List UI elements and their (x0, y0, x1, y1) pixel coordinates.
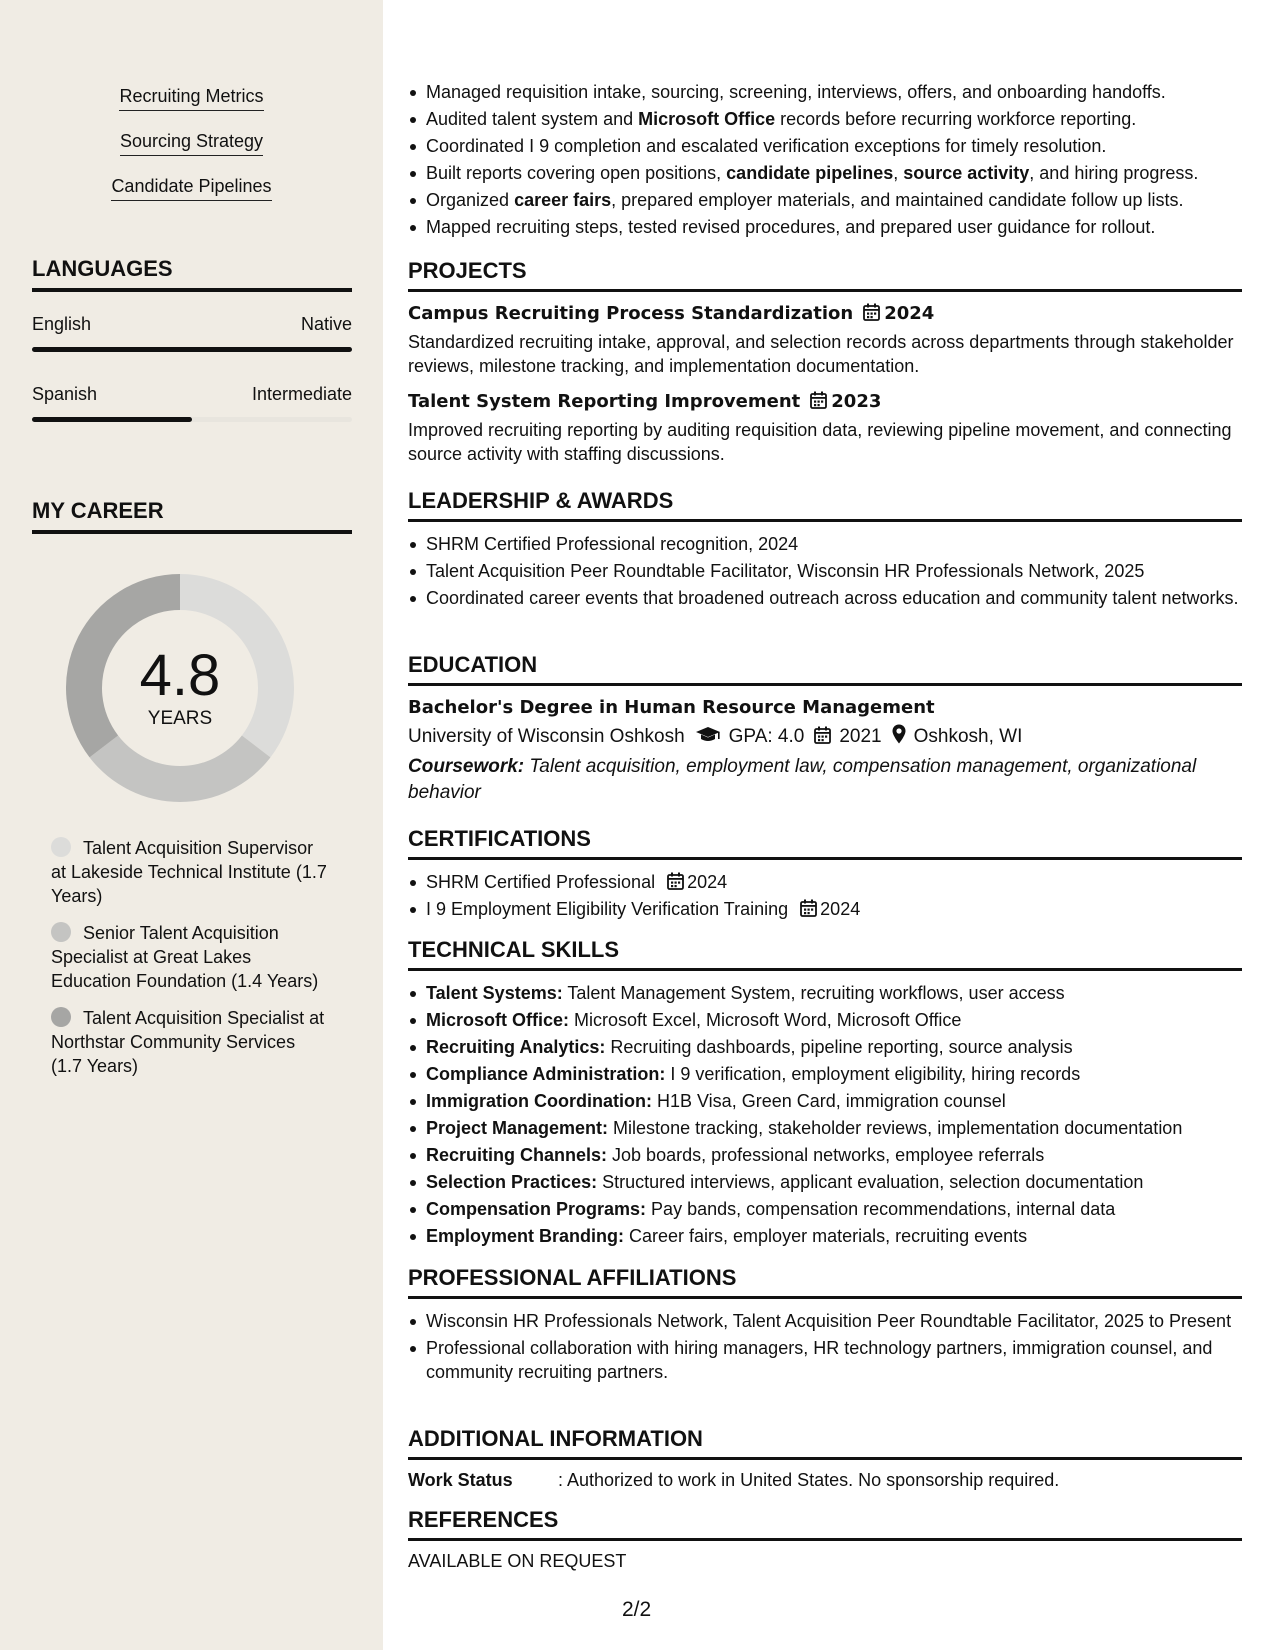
coursework-text: Talent acquisition, employment law, compensation management, organizational behavior (408, 756, 1197, 803)
graduation-year: 2021 (839, 726, 882, 747)
list-item: Coordinated career events that broadened outreach across education and community talent networks. (408, 586, 1242, 610)
skill-item (408, 1035, 1242, 1059)
skill-tag: Sourcing Strategy (120, 131, 263, 156)
skill-value: Recruiting dashboards, pipeline reporting, source analysis (605, 1037, 1073, 1057)
project-item (408, 390, 1242, 466)
skill-value: Microsoft Excel, Microsoft Word, Microsoft Office (569, 1010, 962, 1030)
bullet-text: Coordinated I 9 completion and escalated verification exceptions for timely resolution. (426, 136, 1107, 156)
language-bar-fill (32, 347, 352, 352)
project-item (408, 302, 1242, 378)
list-item: Professional collaboration with hiring managers, HR technology partners, immigration counsel, and community recruiting partners. (408, 1336, 1242, 1384)
list-item: SHRM Certified Professional recognition, 2024 (408, 532, 1242, 556)
work-status-label: Work Status (408, 1470, 513, 1490)
language-level: Native (300, 314, 352, 334)
project-year: 2023 (831, 391, 882, 412)
technical-skills-list (408, 981, 1242, 1248)
skill-item (408, 1116, 1242, 1140)
skill-value: Pay bands, compensation recommendations, internal data (646, 1199, 1116, 1219)
career-dot-icon (51, 1007, 71, 1027)
calendar-icon (863, 303, 880, 321)
section-heading: TECHNICAL SKILLS (408, 937, 1242, 971)
section-heading: PROJECTS (408, 258, 1242, 292)
language-english (32, 314, 352, 352)
additional-info-section (408, 1426, 1242, 1491)
experience-bullet (408, 107, 1242, 131)
skill-item (408, 1062, 1242, 1086)
skill-item (408, 1089, 1242, 1113)
career-item (51, 921, 331, 993)
skill-value: I 9 verification, employment eligibility, hiring records (665, 1064, 1081, 1084)
skill-value: H1B Visa, Green Card, immigration counsel (651, 1091, 1006, 1111)
bullet-text: , (893, 163, 904, 183)
experience-bullet (408, 80, 1242, 104)
career-dot-icon (51, 837, 71, 857)
education-details (408, 723, 1242, 751)
bold-keyword: candidate pipelines (726, 163, 894, 183)
skill-label: Immigration Coordination: (426, 1091, 652, 1111)
skill-value: Talent Management System, recruiting workflows, user access (562, 983, 1065, 1003)
skill-item (408, 1008, 1242, 1032)
section-heading: EDUCATION (408, 652, 1242, 686)
skill-item (408, 1197, 1242, 1221)
bullet-text: records before recurring workforce reporting. (775, 109, 1137, 129)
coursework-label: Coursework: (408, 756, 525, 777)
experience-bullet (408, 215, 1242, 239)
career-list (51, 836, 331, 1091)
skill-value: Job boards, professional networks, employee referrals (607, 1145, 1045, 1165)
skill-item (408, 1170, 1242, 1194)
coursework (408, 754, 1242, 806)
bold-keyword: career fairs (514, 190, 612, 210)
career-item-text: Talent Acquisition Specialist at Northstar Community Services (1.7 Years) (51, 1008, 325, 1076)
bullet-text: Audited talent system and (426, 109, 639, 129)
project-description: Improved recruiting reporting by auditing requisition data, reviewing pipeline movement, and connecting source activity with staffing discussions. (408, 420, 1232, 464)
bold-keyword: Microsoft Office (638, 109, 776, 129)
bullet-text: Mapped recruiting steps, tested revised procedures, and prepared user guidance for rollout. (426, 217, 1156, 237)
skill-label: Recruiting Analytics: (426, 1037, 606, 1057)
project-description: Standardized recruiting intake, approval, and selection records across departments through stakeholder reviews, milestone tracking, and implementation documentation. (408, 332, 1234, 376)
skill-label: Compensation Programs: (426, 1199, 647, 1219)
school-name: University of Wisconsin Oshkosh (408, 726, 685, 747)
gpa: GPA: 4.0 (728, 726, 805, 747)
project-year: 2024 (884, 303, 935, 324)
career-item (51, 836, 331, 908)
skill-label: Selection Practices: (426, 1172, 598, 1192)
skill-tags (0, 86, 383, 221)
language-bar-fill (32, 417, 192, 422)
graduation-cap-icon (695, 726, 721, 744)
location: Oshkosh, WI (913, 726, 1023, 747)
certifications-section (408, 826, 1242, 924)
skill-item (408, 1143, 1242, 1167)
certification-year: 2024 (820, 899, 861, 919)
leadership-section (408, 488, 1242, 613)
language-level: Intermediate (251, 384, 352, 404)
bullet-text: Managed requisition intake, sourcing, screening, interviews, offers, and onboarding handoffs. (426, 82, 1166, 102)
skill-value: Structured interviews, applicant evaluation, selection documentation (597, 1172, 1144, 1192)
calendar-icon (667, 872, 684, 890)
work-status-value: : Authorized to work in United States. No sponsorship required. (558, 1470, 1060, 1490)
references-text: AVAILABLE ON REQUEST (408, 1551, 627, 1571)
bullet-text: , prepared employer materials, and maintained candidate follow up lists. (611, 190, 1184, 210)
project-title: Campus Recruiting Process Standardization (408, 303, 854, 324)
certification-name: I 9 Employment Eligibility Verification Training (426, 899, 789, 919)
certification-year: 2024 (687, 872, 728, 892)
skill-label: Talent Systems: (426, 983, 563, 1003)
section-heading: CERTIFICATIONS (408, 826, 1242, 860)
experience-bullet (408, 134, 1242, 158)
section-heading: PROFESSIONAL AFFILIATIONS (408, 1265, 1242, 1299)
skill-item (408, 981, 1242, 1005)
bullet-text: Built reports covering open positions, (426, 163, 727, 183)
career-total (66, 574, 294, 802)
career-heading: MY CAREER (32, 498, 352, 534)
career-item-text: Senior Talent Acquisition Specialist at Great Lakes Education Foundation (1.4 Years) (51, 923, 319, 991)
skill-tag: Candidate Pipelines (111, 176, 271, 201)
experience-bullet (408, 188, 1242, 212)
skill-value: Milestone tracking, stakeholder reviews, implementation documentation (608, 1118, 1183, 1138)
language-spanish (32, 384, 352, 422)
career-dot-icon (51, 922, 71, 942)
certification-item (408, 870, 1242, 894)
bullet-text: Organized (426, 190, 515, 210)
sidebar (0, 0, 383, 1650)
career-item-text: Talent Acquisition Supervisor at Lakeside Technical Institute (1.7 Years) (51, 838, 327, 906)
career-item (51, 1006, 331, 1078)
section-heading: LEADERSHIP & AWARDS (408, 488, 1242, 522)
language-bar (32, 417, 352, 422)
list-item: Talent Acquisition Peer Roundtable Facilitator, Wisconsin HR Professionals Network, 2025 (408, 559, 1242, 583)
skill-label: Recruiting Channels: (426, 1145, 608, 1165)
technical-skills-section (408, 937, 1242, 1251)
references-section (408, 1507, 1242, 1572)
section-heading: ADDITIONAL INFORMATION (408, 1426, 1242, 1460)
certification-name: SHRM Certified Professional (426, 872, 656, 892)
languages-heading: LANGUAGES (32, 256, 352, 292)
experience-bullets (408, 80, 1242, 242)
career-total-unit: YEARS (147, 708, 213, 729)
skill-item (408, 1224, 1242, 1248)
language-bar (32, 347, 352, 352)
calendar-icon (814, 726, 831, 744)
skill-label: Project Management: (426, 1118, 609, 1138)
list-item: Wisconsin HR Professionals Network, Talent Acquisition Peer Roundtable Facilitator, 2025 to Present (408, 1309, 1242, 1333)
projects-section (408, 258, 1242, 466)
language-name: Spanish (32, 384, 98, 404)
calendar-icon (800, 899, 817, 917)
education-section (408, 652, 1242, 806)
bullet-text: , and hiring progress. (1029, 163, 1199, 183)
experience-bullet (408, 161, 1242, 185)
bold-keyword: source activity (903, 163, 1030, 183)
affiliations-section (408, 1265, 1242, 1384)
degree-title: Bachelor's Degree in Human Resource Management (408, 697, 935, 718)
page-number: 2/2 (622, 1598, 652, 1621)
location-pin-icon (892, 724, 906, 744)
work-status (408, 1470, 1242, 1491)
career-total-value: 4.8 (139, 643, 221, 708)
skill-label: Microsoft Office: (426, 1010, 570, 1030)
calendar-icon (810, 391, 827, 409)
certification-item (408, 897, 1242, 921)
project-title: Talent System Reporting Improvement (408, 391, 801, 412)
skill-label: Compliance Administration: (426, 1064, 666, 1084)
skill-label: Employment Branding: (426, 1226, 625, 1246)
language-name: English (32, 314, 92, 334)
skill-value: Career fairs, employer materials, recruiting events (624, 1226, 1028, 1246)
section-heading: REFERENCES (408, 1507, 1242, 1541)
skill-tag: Recruiting Metrics (119, 86, 263, 111)
